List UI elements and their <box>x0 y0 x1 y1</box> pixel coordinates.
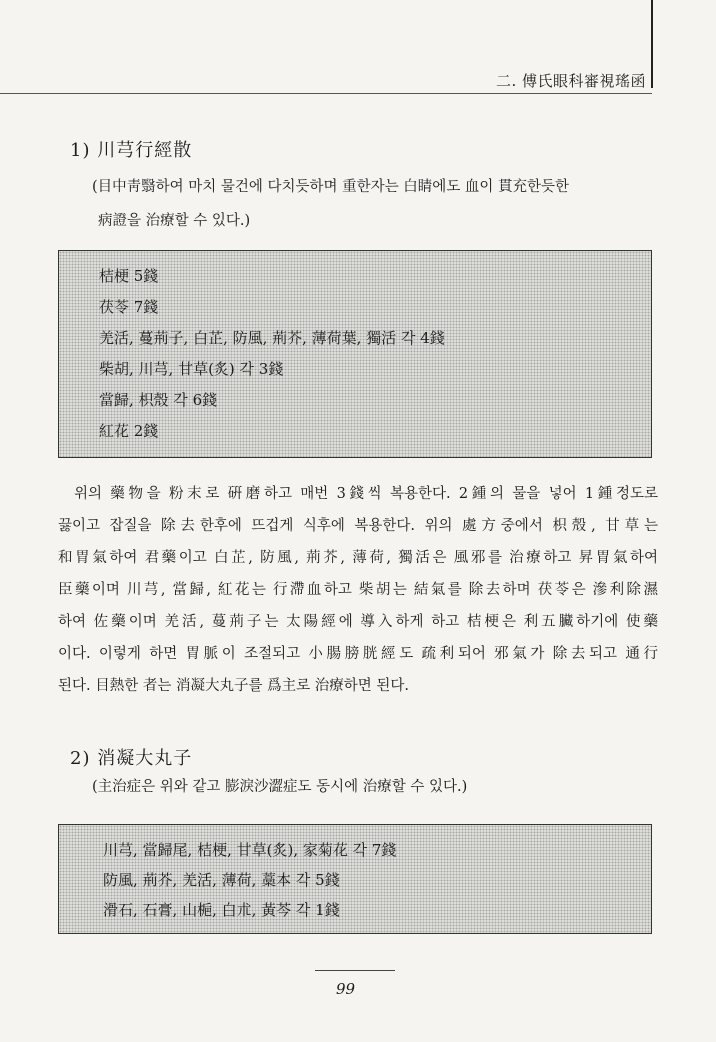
body-line: 끓이고 잡질을 除去한후에 뜨겁게 식후에 복용한다. 위의 處方중에서 枳殼, 甘草는 <box>58 518 658 534</box>
header-rule <box>0 93 652 94</box>
prescription-line: 紅花 2錢 <box>99 422 159 440</box>
section-2-note <box>92 770 467 804</box>
section-2-title: 2) 消凝大丸子 <box>70 748 193 769</box>
body-line: 和胃氣하여 君藥이고 白芷, 防風, 荊芥, 薄荷, 獨活은 風邪를 治療하고 昇胃氣하여 <box>58 550 658 566</box>
prescription-line: 茯苓 7錢 <box>99 298 159 316</box>
section-1-note <box>92 170 569 238</box>
prescription-line: 桔梗 5錢 <box>99 267 159 285</box>
prescription-line: 川芎, 當歸尾, 桔梗, 甘草(炙), 家菊花 각 7錢 <box>103 841 397 859</box>
section-1-note-line: (目中靑翳하여 마치 물건에 다치듯하며 重한자는 白睛에도 血이 貫充한듯한 <box>92 179 570 195</box>
prescription-line: 柴胡, 川芎, 甘草(炙) 각 3錢 <box>99 360 284 378</box>
section-1-prescription-box <box>58 250 652 458</box>
page-edge-line <box>651 0 653 88</box>
body-line: 臣藥이며 川芎, 當歸, 紅花는 行滯血하고 柴胡는 結氣를 除去하며 茯苓은 滲利除濕 <box>58 582 658 598</box>
body-line: 위의 藥物을 粉末로 硏磨하고 매번 3錢씩 복용한다. 2鍾의 물을 넣어 1鍾정도로 <box>74 486 658 502</box>
body-line: 이다. 이렇게 하면 胃脈이 조절되고 小腸膀胱經도 疏利되어 邪氣가 除去되고 通行 <box>58 646 658 662</box>
prescription-line: 防風, 荊芥, 羌活, 薄荷, 藁本 각 5錢 <box>103 871 340 889</box>
body-line: 된다. 目熱한 者는 消凝大丸子를 爲主로 治療하면 된다. <box>58 678 409 694</box>
section-2-note-line: (主治症은 위와 같고 膨淚沙澀症도 동시에 治療할 수 있다.) <box>92 779 468 795</box>
page-number: 99 <box>336 980 356 998</box>
prescription-line: 滑石, 石膏, 山梔, 白朮, 黃芩 각 1錢 <box>103 901 340 919</box>
footer-rule <box>315 970 395 971</box>
section-1-note-line: 病證을 治療할 수 있다.) <box>98 213 251 229</box>
running-header: 二. 傅氏眼科審視瑤函 <box>495 72 646 90</box>
prescription-line: 羌活, 蔓荊子, 白芷, 防風, 荊芥, 薄荷葉, 獨活 각 4錢 <box>99 329 445 347</box>
prescription-line: 當歸, 枳殼 각 6錢 <box>99 391 218 409</box>
section-1-body <box>58 478 658 702</box>
section-2-prescription-box <box>58 824 652 934</box>
section-1-title: 1) 川芎行經散 <box>70 140 193 161</box>
body-line: 하여 佐藥이며 羌活, 蔓荊子는 太陽經에 導入하게 하고 桔梗은 利五臟하기에 使藥 <box>58 614 658 630</box>
